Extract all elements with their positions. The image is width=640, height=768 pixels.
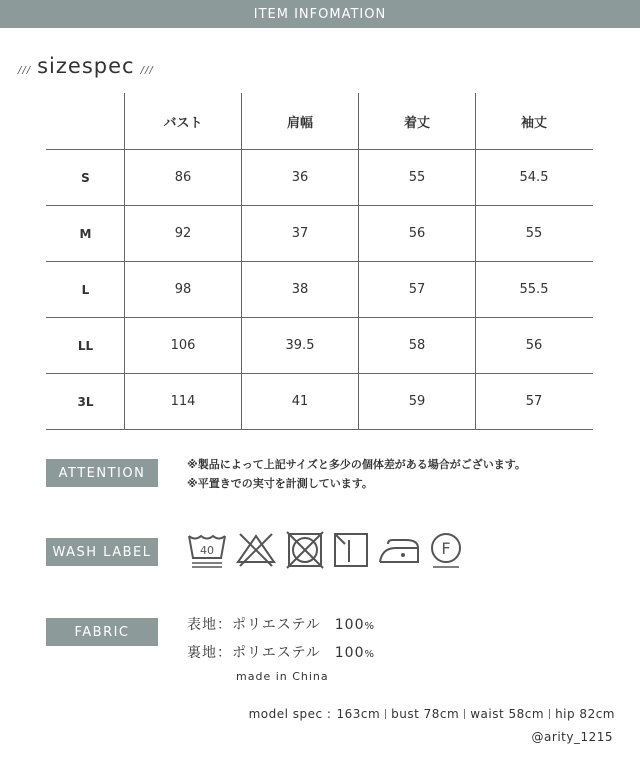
table-row [47,206,593,262]
table-cell: 54.5 [476,150,593,206]
heading-suffix: /// [140,65,154,76]
attention-label [46,459,158,487]
table-cell: 106 [125,318,242,374]
table-cell: 39.5 [242,318,359,374]
dry-clean-letter: F [441,539,451,558]
table-cell: 56 [476,318,593,374]
divider [549,709,550,719]
table-cell: 114 [125,374,242,430]
table-row [47,318,593,374]
table-cell: 56 [359,206,476,262]
account-handle: @arity_1215 [531,730,613,744]
wash-label-text: WASH LABEL [52,544,152,560]
table-header-row [47,94,593,150]
size-label: M [47,206,125,262]
model-spec-waist: waist 58cm [470,707,545,721]
banner-title: ITEM INFOMATION [253,6,387,22]
table-row [47,150,593,206]
table-cell: 36 [242,150,359,206]
attention-note: ※製品によって上記サイズと多少の個体差がある場合がございます。 [187,458,526,471]
sizespec-heading [18,54,154,80]
fabric-percent-unit: % [364,649,375,660]
divider [464,709,465,719]
column-header: 袖丈 [476,94,593,150]
heading-title: sizespec [37,54,135,78]
table-cell: 41 [242,374,359,430]
size-table [46,93,593,430]
fabric-material: ポリエステル [232,617,321,633]
divider [385,709,386,719]
fabric-line-outer: 表地：ポリエステル 100% [187,617,375,633]
size-label: L [47,262,125,318]
iron-low-icon [376,530,422,570]
model-spec [249,707,615,721]
wash-40-icon [186,530,228,570]
fabric-label-text: FABRIC [74,624,130,640]
fabric-percent-unit: % [364,621,375,632]
fabric-material: ポリエステル [232,645,321,661]
model-spec-prefix: model spec : [248,707,332,721]
no-tumble-dry-icon [284,530,326,570]
size-label: 3L [47,374,125,430]
model-spec-bust: bust 78cm [391,707,460,721]
table-cell: 55.5 [476,262,593,318]
table-row [47,374,593,430]
no-bleach-icon [234,530,278,570]
fabric-lines [187,612,375,668]
top-banner [0,0,640,28]
table-cell: 58 [359,318,476,374]
wash-temp-text: 40 [200,544,214,557]
attention-label-text: ATTENTION [58,465,146,481]
table-cell: 57 [359,262,476,318]
fabric-percent: 100 [334,645,365,661]
model-spec-height: 163cm [336,707,381,721]
table-cell: 57 [476,374,593,430]
fabric-percent: 100 [334,617,365,633]
fabric-label [46,618,158,646]
made-in-text: made in China [236,670,329,683]
table-corner [47,94,125,150]
heading-prefix: /// [18,65,32,76]
table-row [47,262,593,318]
line-dry-shade-icon [332,530,370,570]
table-cell: 98 [125,262,242,318]
column-header: 着丈 [359,94,476,150]
table-cell: 37 [242,206,359,262]
attention-note: ※平置きでの実寸を計測しています。 [187,477,373,490]
table-cell: 86 [125,150,242,206]
size-label: S [47,150,125,206]
table-cell: 55 [359,150,476,206]
fabric-line-lining: 裏地：ポリエステル 100% [187,645,375,661]
wash-icons [186,530,464,570]
dry-clean-f-icon [428,530,464,570]
table-cell: 92 [125,206,242,262]
wash-label-label [46,538,158,566]
attention-notes [187,455,526,493]
table-cell: 38 [242,262,359,318]
column-header: 肩幅 [242,94,359,150]
size-label: LL [47,318,125,374]
model-spec-hip: hip 82cm [555,707,615,721]
table-cell: 59 [359,374,476,430]
fabric-part: 裏地 [187,645,217,661]
table-cell: 55 [476,206,593,262]
column-header: バスト [125,94,242,150]
fabric-part: 表地 [187,617,217,633]
